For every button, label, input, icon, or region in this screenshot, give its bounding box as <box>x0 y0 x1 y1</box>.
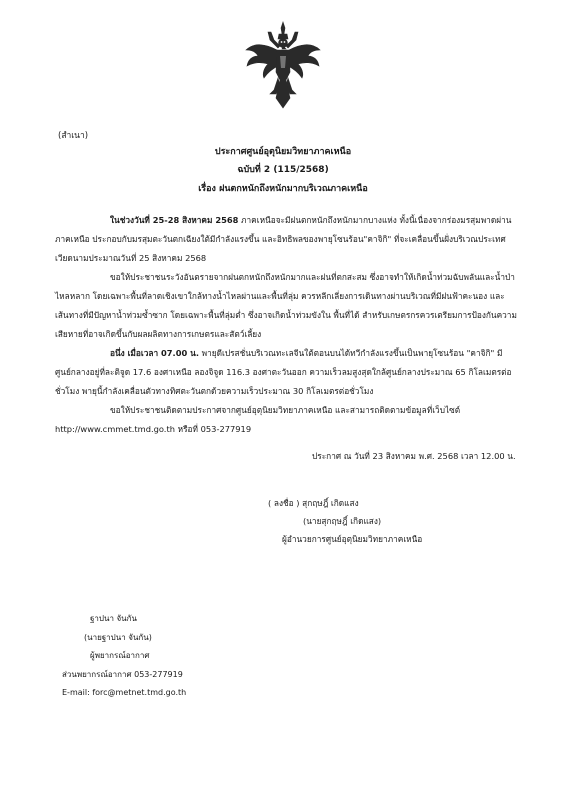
forecast-text: ภาคเหนือจะมีฝนตกหนักถึงหนักมากบางแห่ง ทั้งนี้เนื่องจากร่องมรสุมพาดผ่านภาคเหนือ ประกอบกับมรสุมตะวันตกเฉียงใต้มีกำลังแรงขึ้น และอิทธิพลของพายุโซนร้อน"คาจิกิ" ที่จะเคลื่อนขึ้นฝั่งบริเวณประเทศเวียดนามประมาณวันที่ 25 สิงหาคม 2568 <box>55 215 512 263</box>
author-email: E-mail: forc@metnet.tmd.go.th <box>62 688 187 697</box>
storm-time: อนึ่ง เมื่อเวลา 07.00 น. <box>110 348 199 358</box>
document-subject: เรื่อง ฝนตกหนักถึงหนักมากบริเวณภาคเหนือ <box>198 184 368 194</box>
author-block <box>62 610 186 703</box>
author-role: ผู้พยากรณ์อากาศ <box>90 651 150 660</box>
signatory-name: (นายสุกฤษฎิ์ เกิดแสง) <box>303 516 382 526</box>
issue-number: ฉบับที่ 2 (115/2568) <box>237 165 329 175</box>
storm-text: พายุดีเปรสชั่นบริเวณทะเลจีนใต้ตอนบนได้ทวีกำลังแรงขึ้นเป็นพายุโซนร้อน "คาจิกิ" มีศูนย์กลางอยู่ที่ละติจูด 17.6 องศาเหนือ ลองจิจูด 116.3 องศาตะวันออก ความเร็วลมสูงสุดใกล้ศูนย์กลางประมาณ 65 กิโลเมตรต่อชั่วโมง พายุนี้กำลังเคลื่อนตัวทางทิศตะวันตกด้วยความเร็วประมาณ 30 กิโลเมตรต่อชั่วโมง <box>55 348 512 396</box>
author-department: ส่วนพยากรณ์อากาศ 053-277919 <box>62 669 183 679</box>
author-full-name: (นายฐาปนา จันกัน) <box>84 632 152 642</box>
paragraph-warning: ขอให้ประชาชนระวังอันตรายจากฝนตกหนักถึงหนักมากและฝนที่ตกสะสม ซึ่งอาจทำให้เกิดน้ำท่วมฉับพลันและน้ำป่าไหลหลาก โดยเฉพาะพื้นที่ลาดเชิงเขาใกล้ทางน้ำไหลผ่านและพื้นที่ลุ่ม ควรหลีกเลี่ยงการเดินทางผ่านบริเวณที่มีฝนฟ้าคะนอง และเส้นทางที่มีปัญหาน้ำท่วมซ้ำซาก โดยเฉพาะพื้นที่ลุ่มต่ำ ซึ่งอาจเกิดน้ำท่วมขังใน พื้นที่ได้ สำหรับเกษตรกรควรเตรียมการป้องกันความเสียหายที่อาจเกิดขึ้นกับผลผลิตทางการเกษตรและสัตว์เลี้ยง <box>55 272 517 339</box>
paragraph-storm <box>55 344 517 401</box>
document-title: ประกาศศูนย์อุตุนิยมวิทยาภาคเหนือ <box>214 147 352 157</box>
author-name: ฐาปนา จันกัน <box>90 614 137 623</box>
announcement-date: ประกาศ ณ วันที่ 23 สิงหาคม พ.ศ. 2568 เวลา 12.00 น. <box>312 451 516 461</box>
signatory-title: ผู้อำนวยการศูนย์อุตุนิยมวิทยาภาคเหนือ <box>282 534 423 544</box>
signature-line: ( ลงชื่อ ) สุกฤษฎิ์ เกิดแสง <box>268 498 359 508</box>
forecast-period: ในช่วงวันที่ 25-28 สิงหาคม 2568 <box>110 215 239 225</box>
copy-label: (สำเนา) <box>58 131 89 141</box>
paragraph-contact: ขอให้ประชาชนติดตามประกาศจากศูนย์อุตุนิยมวิทยาภาคเหนือ และสามารถติดตามข้อมูลที่เว็บไซต์ http://www.cmmet.tmd.go.th หรือที่ 053-277919 <box>55 405 461 434</box>
paragraph-forecast <box>55 211 517 268</box>
garuda-emblem-icon <box>244 20 322 110</box>
